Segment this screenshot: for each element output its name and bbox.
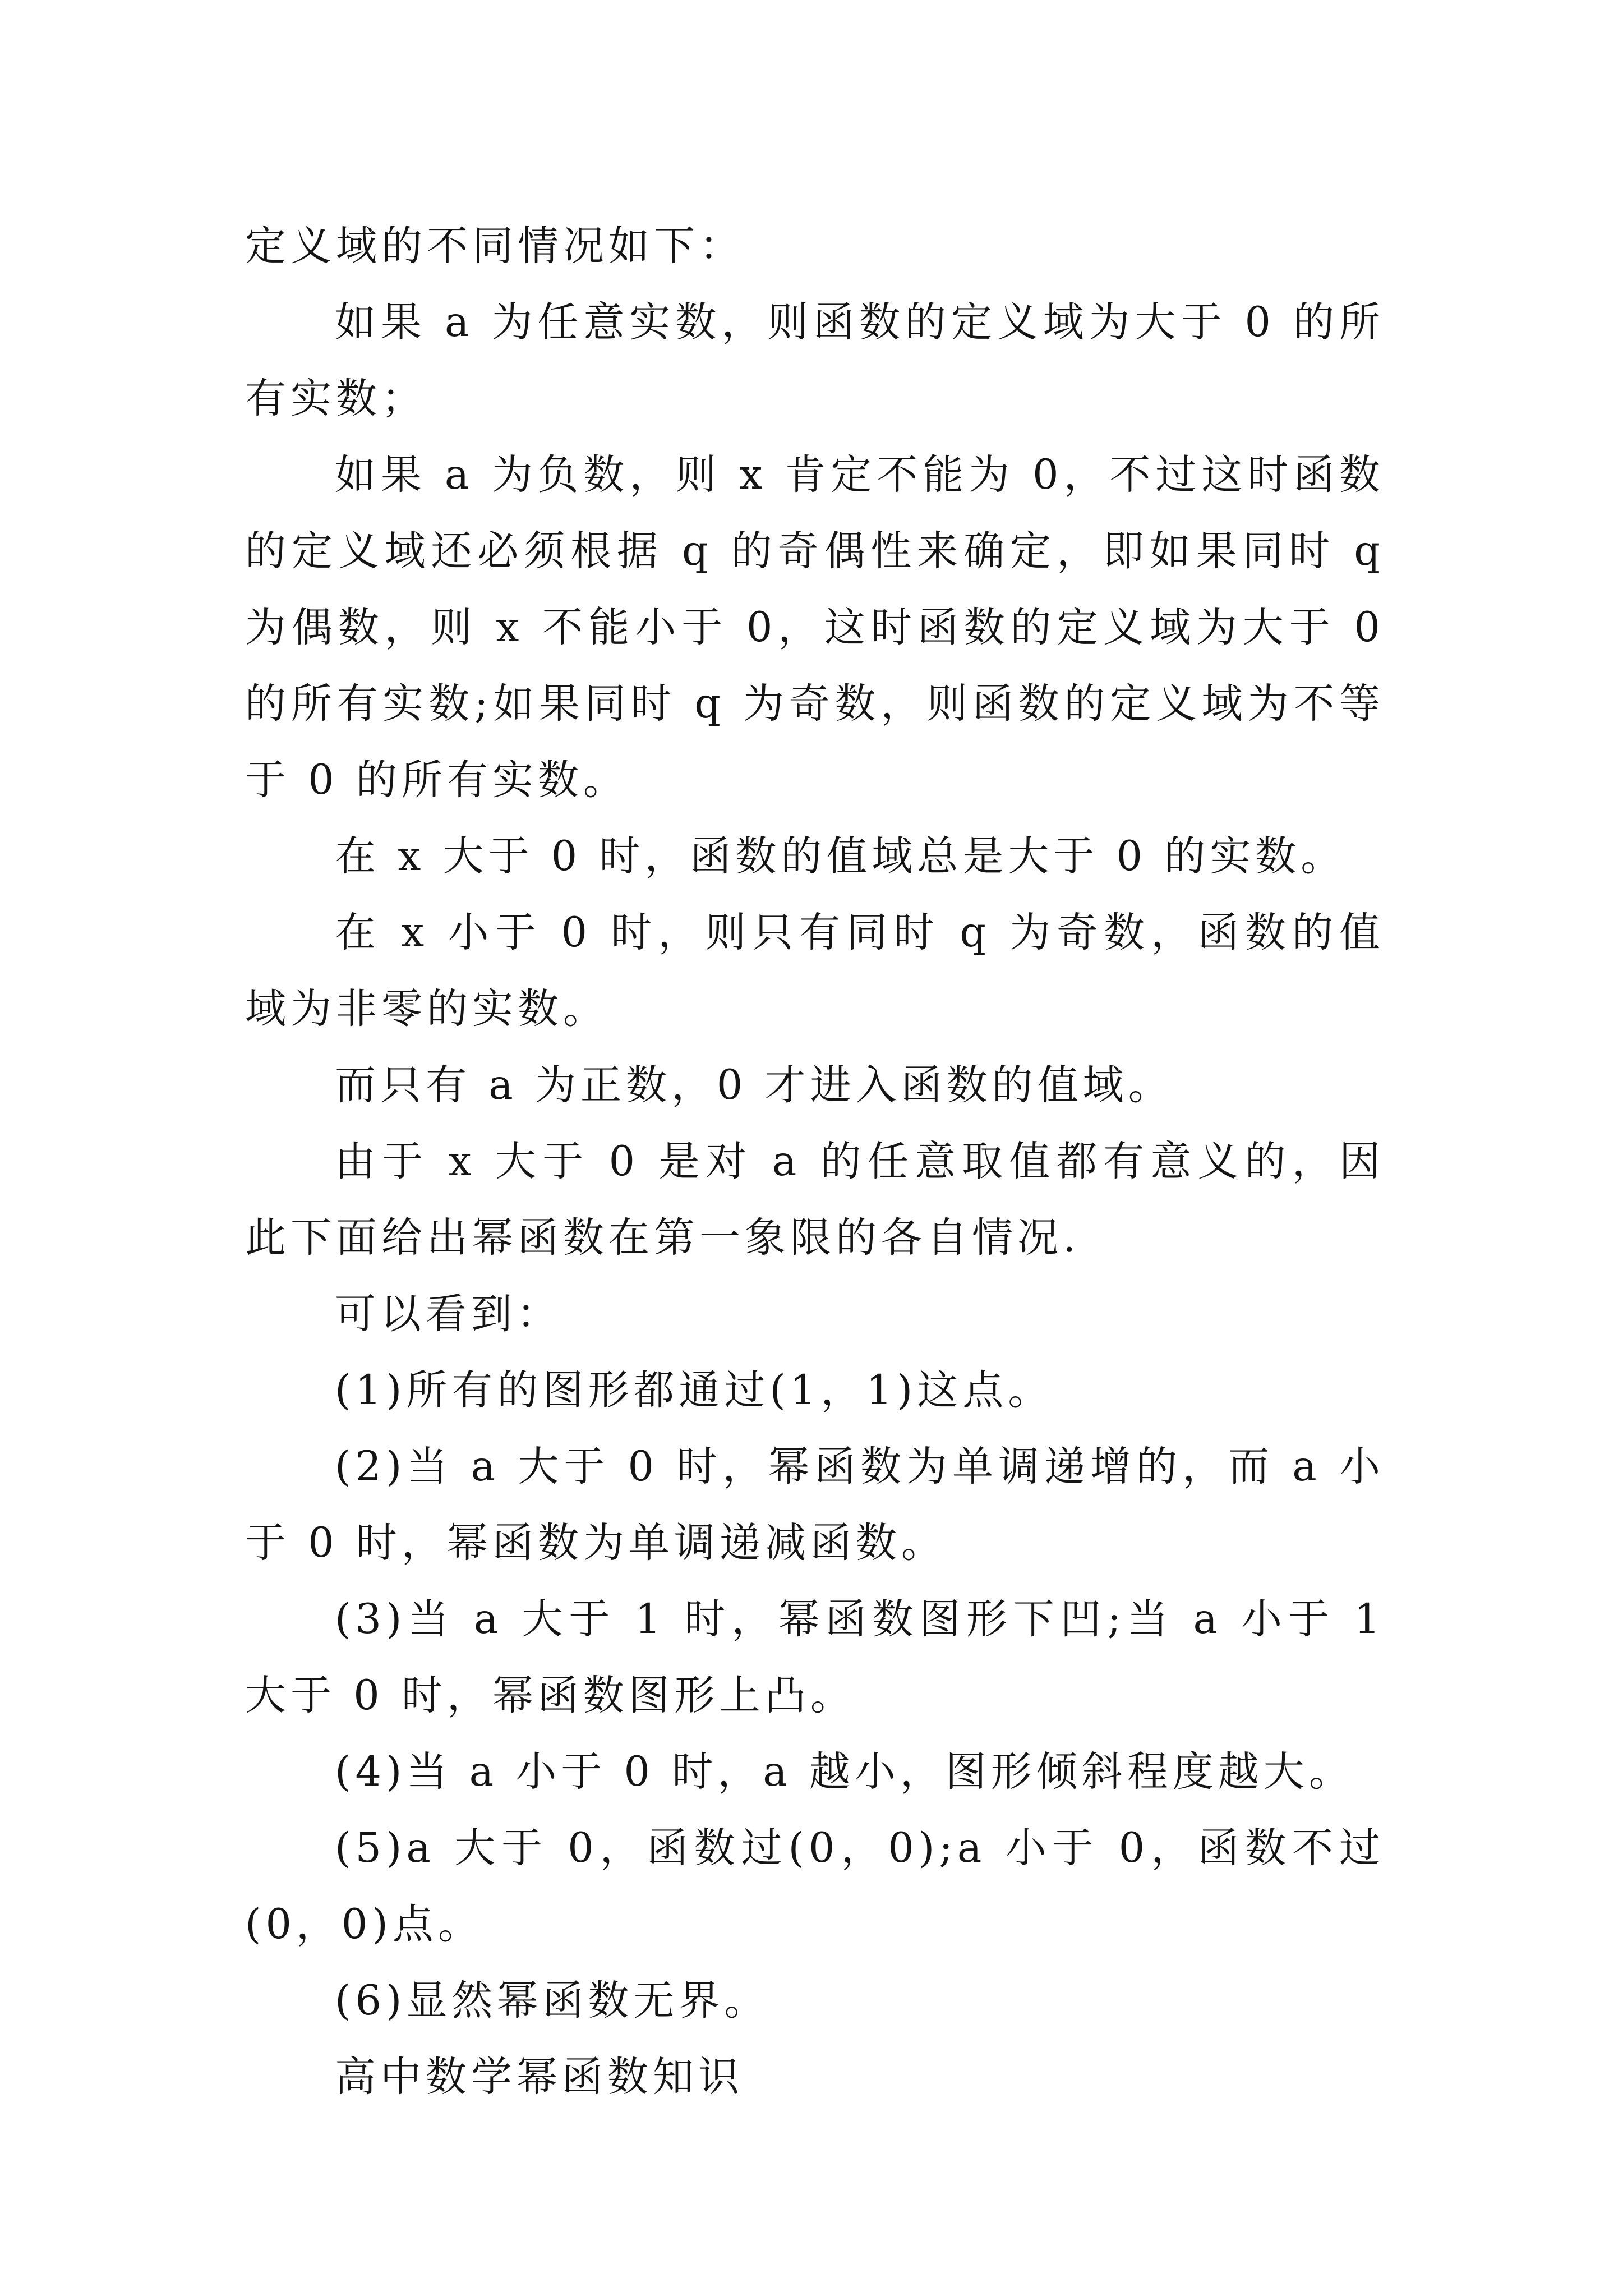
list-item-5: (5)a 大于 0，函数过(0，0);a 小于 0，函数不过(0，0)点。 (245, 1824, 1385, 1948)
paragraph-range-x-negative: 在 x 小于 0 时，则只有同时 q 为奇数，函数的值域为非零的实数。 (245, 909, 1385, 1033)
list-item-1: (1)所有的图形都通过(1，1)这点。 (335, 1366, 1054, 1414)
list-item-3: (3)当 a 大于 1 时，幂函数图形下凹;当 a 小于 1 大于 0 时，幂函数图形上凸。 (245, 1595, 1385, 1719)
list-item-2: (2)当 a 大于 0 时，幂函数为单调递增的，而 a 小于 0 时，幂函数为单调递减函数。 (245, 1443, 1385, 1567)
document-body (245, 208, 1385, 2115)
paragraph-any-real-a: 如果 a 为任意实数，则函数的定义域为大于 0 的所有实数； (245, 298, 1385, 422)
list-item-6: (6)显然幂函数无界。 (335, 1977, 770, 2024)
section-heading: 高中数学幂函数知识 (335, 2053, 744, 2101)
paragraph-zero-in-range: 而只有 a 为正数，0 才进入函数的值域。 (335, 1061, 1174, 1109)
paragraph-domain-intro: 定义域的不同情况如下： (245, 222, 745, 270)
paragraph-observations-heading: 可以看到： (335, 1290, 562, 1338)
paragraph-negative-a: 如果 a 为负数，则 x 肯定不能为 0，不过这时函数的定义域还必须根据 q 的奇偶性来确定，即如果同时 q 为偶数，则 x 不能小于 0，这时函数的定义域为大于 0 的所有实数;如果同时 q 为奇数，则函数的定义域为不等于 0 的所有实数。 (245, 451, 1385, 804)
paragraph-range-x-positive: 在 x 大于 0 时，函数的值域总是大于 0 的实数。 (335, 832, 1347, 880)
paragraph-first-quadrant: 由于 x 大于 0 是对 a 的任意取值都有意义的，因此下面给出幂函数在第一象限的各自情况. (245, 1138, 1385, 1262)
list-item-4: (4)当 a 小于 0 时，a 越小，图形倾斜程度越大。 (335, 1748, 1354, 1796)
